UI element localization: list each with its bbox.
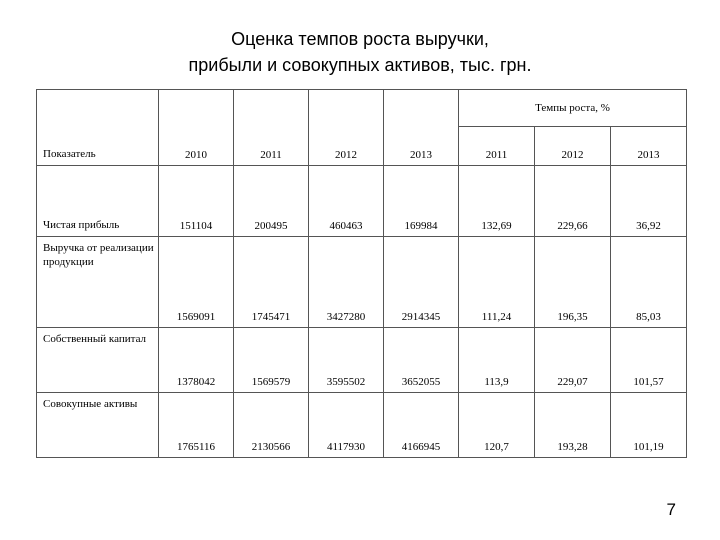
header-growth-group: Темпы роста, % <box>459 90 687 127</box>
growth-cell: 85,03 <box>611 237 687 328</box>
header-year: 2011 <box>234 90 309 166</box>
slide-title <box>0 26 720 78</box>
header-row <box>37 90 687 127</box>
title-line-2: прибыли и совокупных активов, тыс. грн. <box>188 55 532 75</box>
table-cell: 200495 <box>234 166 309 237</box>
table-cell: 3427280 <box>309 237 384 328</box>
row-label: Совокупные активы <box>37 393 159 458</box>
table-row <box>37 237 687 328</box>
row-label: Выручка от реализации продукции <box>37 237 159 328</box>
growth-cell: 196,35 <box>535 237 611 328</box>
header-indicator: Показатель <box>37 90 159 166</box>
header-growth-year: 2011 <box>459 127 535 166</box>
title-line-1: Оценка темпов роста выручки, <box>231 29 489 49</box>
table-cell: 1745471 <box>234 237 309 328</box>
table-cell: 3652055 <box>384 328 459 393</box>
table-row <box>37 328 687 393</box>
growth-cell: 101,19 <box>611 393 687 458</box>
growth-cell: 229,07 <box>535 328 611 393</box>
table-cell: 169984 <box>384 166 459 237</box>
table-row <box>37 393 687 458</box>
growth-cell: 229,66 <box>535 166 611 237</box>
table-cell: 2914345 <box>384 237 459 328</box>
table-row <box>37 166 687 237</box>
header-growth-year: 2012 <box>535 127 611 166</box>
growth-cell: 101,57 <box>611 328 687 393</box>
growth-table <box>36 89 687 458</box>
table-cell: 151104 <box>159 166 234 237</box>
growth-cell: 36,92 <box>611 166 687 237</box>
table-cell: 1569579 <box>234 328 309 393</box>
table-cell: 4166945 <box>384 393 459 458</box>
growth-cell: 120,7 <box>459 393 535 458</box>
growth-cell: 193,28 <box>535 393 611 458</box>
growth-cell: 111,24 <box>459 237 535 328</box>
table-cell: 1765116 <box>159 393 234 458</box>
header-growth-year: 2013 <box>611 127 687 166</box>
growth-cell: 113,9 <box>459 328 535 393</box>
table-cell: 460463 <box>309 166 384 237</box>
row-label: Чистая прибыль <box>37 166 159 237</box>
table-cell: 1378042 <box>159 328 234 393</box>
header-year: 2012 <box>309 90 384 166</box>
growth-cell: 132,69 <box>459 166 535 237</box>
table-cell: 2130566 <box>234 393 309 458</box>
table-cell: 4117930 <box>309 393 384 458</box>
row-label: Собственный капитал <box>37 328 159 393</box>
page-number: 7 <box>666 500 676 519</box>
table-cell: 3595502 <box>309 328 384 393</box>
table-cell: 1569091 <box>159 237 234 328</box>
header-year: 2013 <box>384 90 459 166</box>
header-year: 2010 <box>159 90 234 166</box>
